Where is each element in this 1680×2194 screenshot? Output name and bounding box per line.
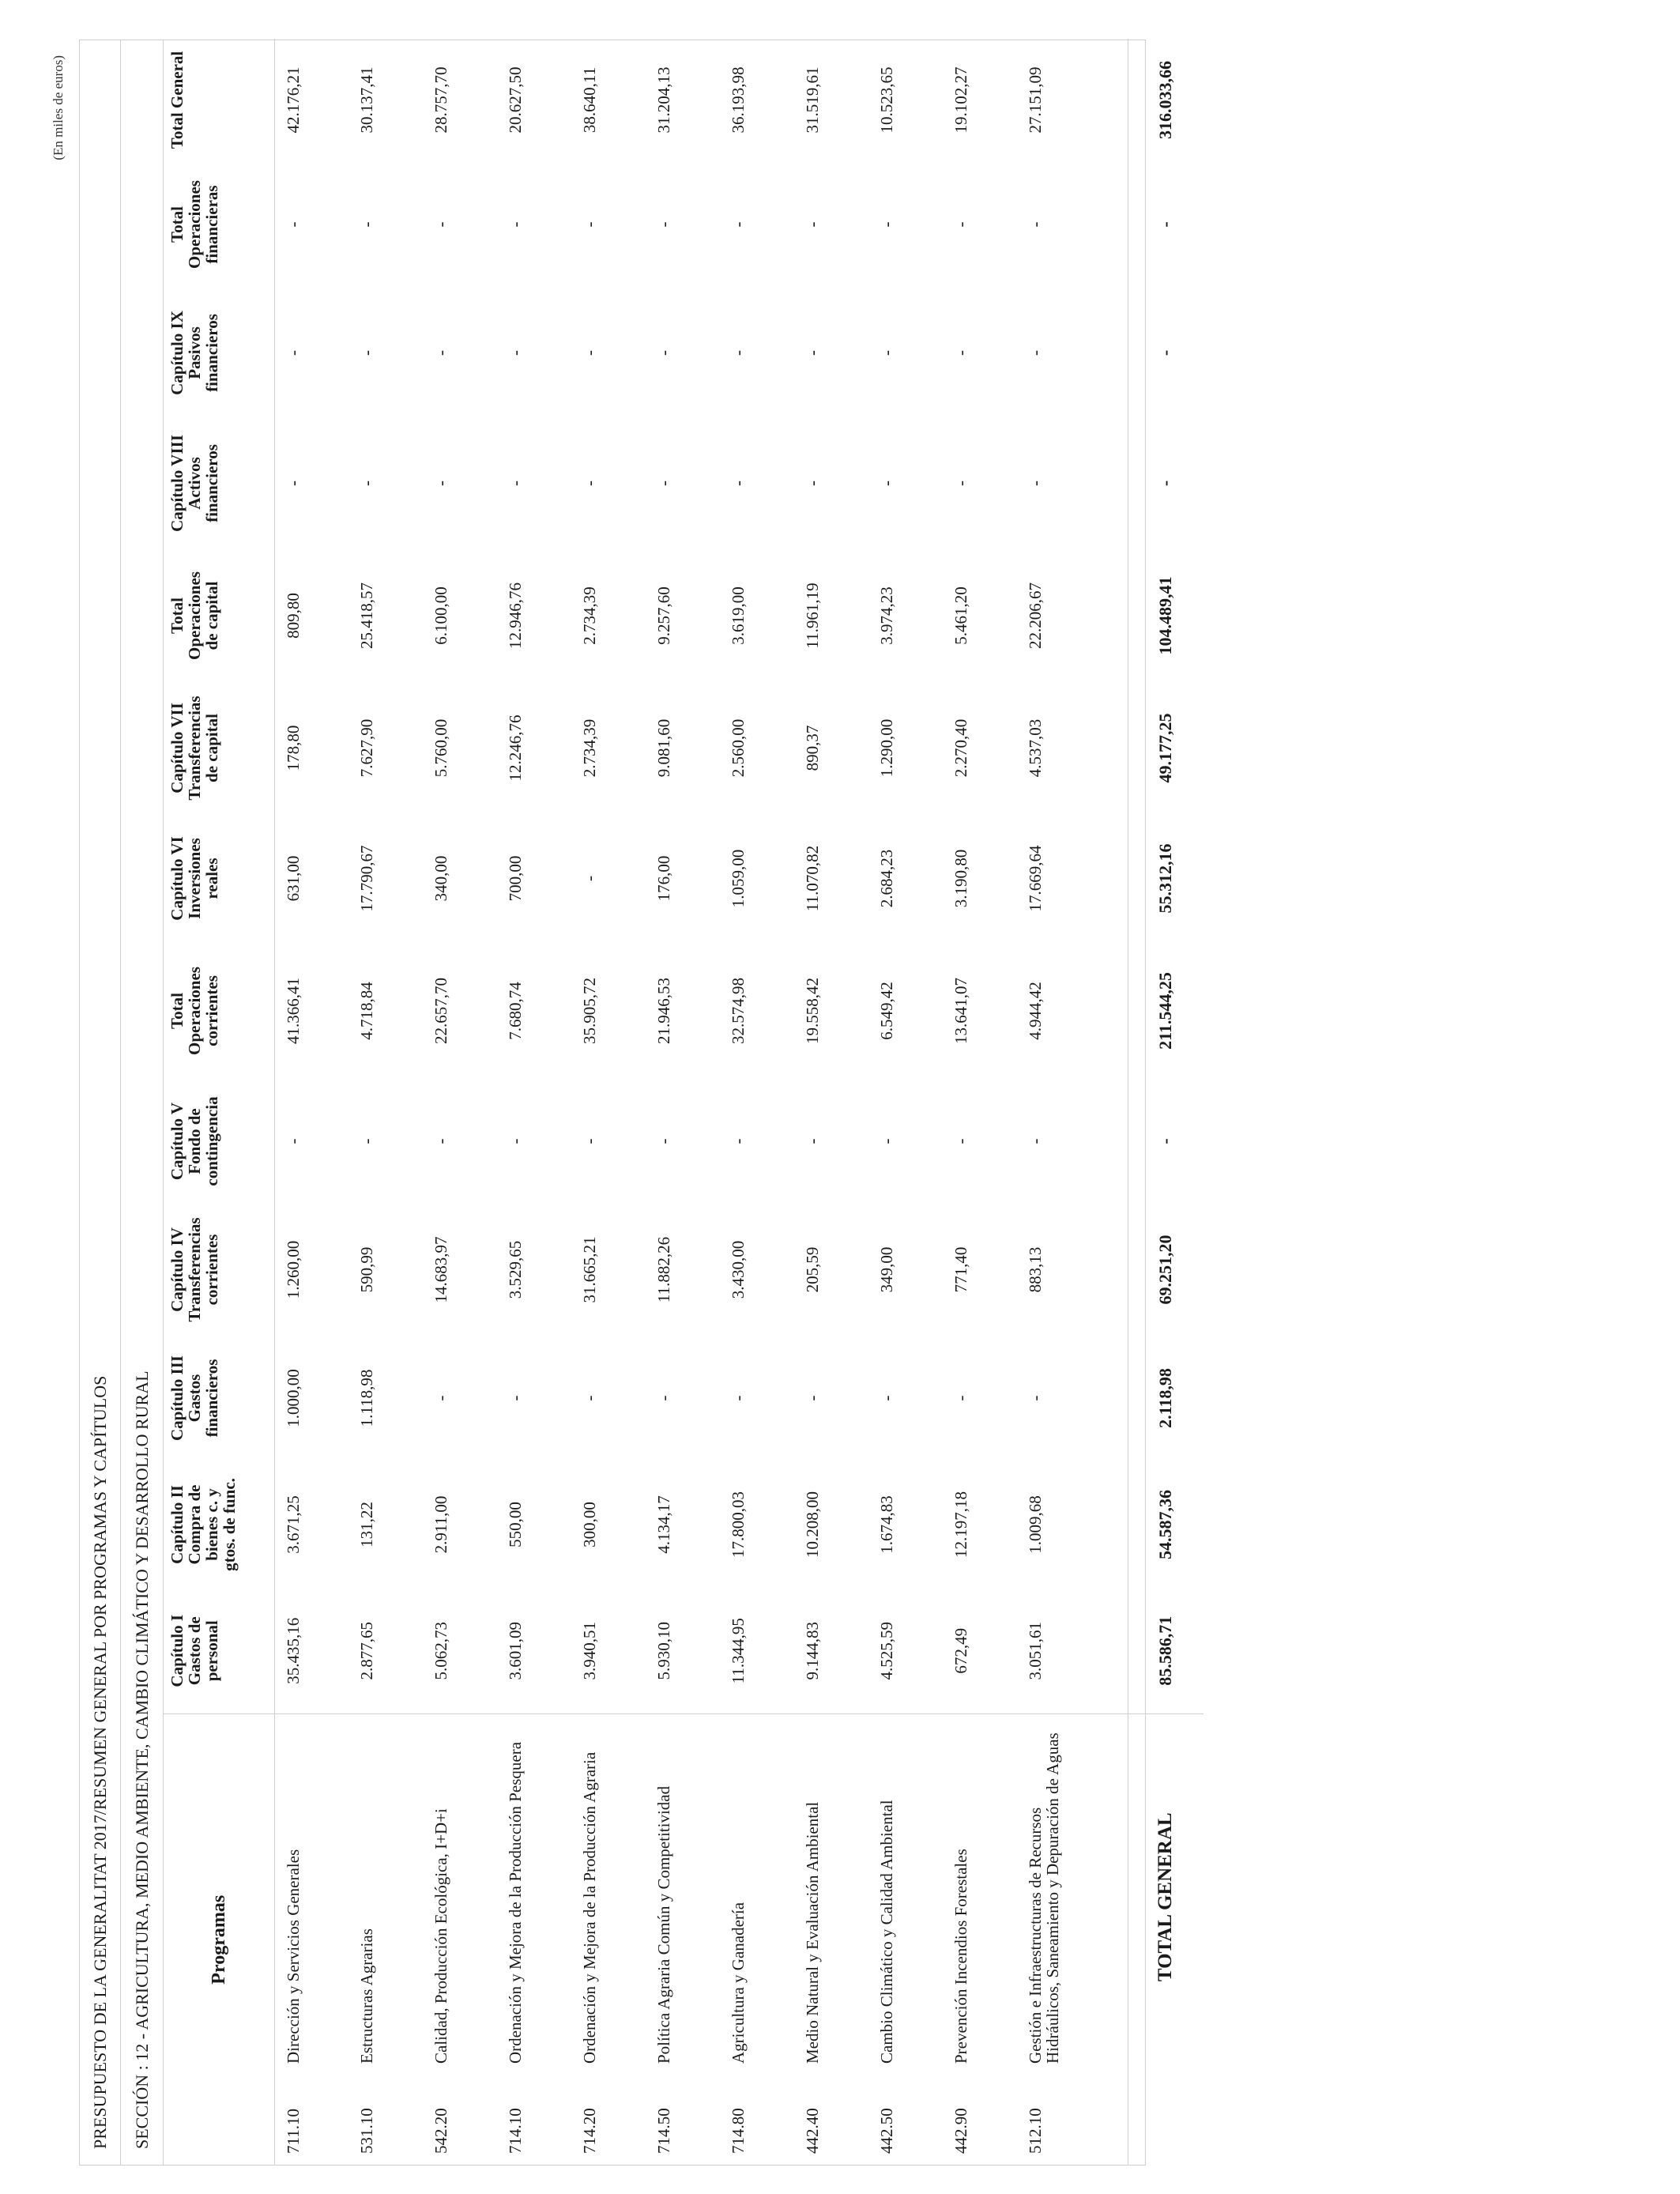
cell-value: -	[729, 350, 748, 356]
cell-value: -	[803, 350, 822, 356]
cell-value: 2.911,00	[431, 1495, 450, 1554]
cell-value: -	[506, 1395, 525, 1401]
cell-value: -	[654, 1138, 673, 1144]
cell-value: 340,00	[431, 855, 450, 902]
cell-value: -	[877, 221, 896, 228]
column-header	[164, 418, 274, 548]
cell-value: 11.961,19	[803, 582, 822, 649]
cell-value: -	[951, 1395, 970, 1401]
cell-value: 131,22	[357, 1502, 376, 1547]
cell-value: 883,13	[1026, 1246, 1045, 1293]
cell-value: -	[1026, 1395, 1045, 1401]
cell-value: -	[1026, 221, 1045, 228]
cell-value: 42.176,21	[283, 66, 303, 134]
column-header	[164, 1335, 274, 1461]
cell-value: 3.671,25	[283, 1495, 303, 1554]
column-header-line: Total	[168, 993, 186, 1029]
program-code: 442.50	[877, 2108, 896, 2154]
cell-value: 771,40	[951, 1246, 970, 1293]
cell-value: 22.657,70	[431, 978, 450, 1044]
cell-value: 2.734,39	[580, 586, 599, 645]
column-header	[164, 813, 274, 944]
cell-value: 2.734,39	[580, 718, 599, 778]
cell-value: -	[729, 221, 748, 228]
program-name: Dirección y Servicios Generales	[274, 1714, 348, 2070]
cell-value: 6.549,42	[877, 982, 896, 1040]
cell-value: -	[580, 221, 599, 228]
cell-value: 11.882,26	[654, 1236, 673, 1303]
column-header	[164, 39, 274, 161]
cell-value: 1.260,00	[283, 1240, 303, 1299]
total-value: 49.177,25	[1128, 683, 1203, 813]
cell-value: 7.680,74	[506, 982, 525, 1040]
table-body	[274, 39, 1203, 2165]
budget-table-wrap	[164, 40, 1203, 2165]
column-header-line: Operaciones	[185, 571, 204, 660]
cell-value: 27.151,09	[1026, 66, 1045, 134]
cell-value: -	[951, 221, 970, 228]
column-header-line: de capital	[202, 581, 221, 650]
cell-value: 31.519,61	[803, 66, 822, 134]
column-header-line: personal	[202, 1620, 221, 1682]
cell-value: 17.800,03	[729, 1491, 748, 1558]
cell-value: 36.193,98	[729, 66, 748, 134]
cell-value: 5.461,20	[951, 586, 970, 645]
total-value: 85.586,71	[1128, 1588, 1203, 1714]
cell-value: 41.366,41	[283, 978, 303, 1044]
cell-value: -	[1026, 350, 1045, 356]
cell-value: -	[580, 1395, 599, 1401]
units-note: (En miles de euros)	[51, 55, 66, 160]
programas-header: Programas	[164, 1714, 274, 2165]
cell-value: 38.640,11	[580, 66, 599, 134]
table-row	[868, 39, 943, 2165]
cell-value: 4.134,17	[654, 1495, 673, 1554]
table-row	[1017, 39, 1128, 2165]
column-header-line: gtos. de func.	[220, 1478, 239, 1571]
cell-value: 1.290,00	[877, 718, 896, 778]
cell-value: 631,00	[283, 855, 303, 902]
column-header-line: Inversiones	[185, 838, 204, 919]
table-row	[423, 39, 497, 2165]
cell-value: 31.665,21	[580, 1236, 599, 1303]
cell-value: 1.059,00	[729, 849, 748, 908]
cell-value: 5.062,73	[431, 1622, 450, 1680]
cell-value: -	[1026, 1138, 1045, 1144]
table-row	[646, 39, 720, 2165]
table-row	[794, 39, 868, 2165]
cell-value: -	[877, 1138, 896, 1144]
program-code: 531.10	[357, 2108, 376, 2154]
column-header	[164, 161, 274, 288]
cell-value: 3.619,00	[729, 586, 748, 645]
program-name: Ordenación y Mejora de la Producción Agraria	[571, 1714, 646, 2070]
column-header-line: Total	[168, 206, 186, 243]
cell-value: -	[283, 1138, 303, 1144]
cell-value: -	[431, 221, 450, 228]
program-name: Estructuras Agrarias	[348, 1714, 423, 2070]
cell-value: -	[951, 1138, 970, 1144]
cell-value: 3.529,65	[506, 1240, 525, 1299]
cell-value: -	[951, 350, 970, 356]
cell-value: 9.257,60	[654, 586, 673, 645]
column-header-line: Total	[168, 598, 186, 634]
column-header-line: Capítulo I	[168, 1614, 186, 1687]
column-header	[164, 1078, 274, 1204]
cell-value: 205,59	[803, 1246, 822, 1293]
column-header-line: Capítulo VII	[168, 703, 186, 794]
column-header	[164, 1461, 274, 1588]
header-row	[164, 39, 274, 2165]
cell-value: 3.430,00	[729, 1240, 748, 1299]
table-row	[571, 39, 646, 2165]
column-header-line: Pasivos	[185, 326, 204, 379]
column-header-line: Capítulo IX	[168, 311, 186, 395]
cell-value: -	[506, 221, 525, 228]
cell-value: -	[803, 1138, 822, 1144]
rotated-page	[38, 40, 1177, 2166]
cell-value: 17.790,67	[357, 845, 376, 912]
cell-value: 25.418,57	[357, 582, 376, 649]
cell-value: 2.684,23	[877, 849, 896, 908]
program-code: 512.10	[1026, 2108, 1045, 2154]
cell-value: -	[803, 481, 822, 486]
cell-value: -	[654, 221, 673, 228]
program-name: Ordenación y Mejora de la Producción Pesquera	[497, 1714, 571, 2070]
cell-value: 1.118,98	[357, 1369, 376, 1427]
column-header-line: Fondo de	[185, 1108, 204, 1174]
column-header-line: Total General	[168, 51, 186, 149]
column-header-line: Transferencias	[185, 1217, 204, 1322]
cell-value: 809,80	[283, 593, 303, 639]
program-name: Prevención Incendios Forestales	[943, 1714, 1017, 2070]
cell-value: 11.070,82	[803, 845, 822, 912]
cell-value: 28.757,70	[431, 66, 450, 134]
cell-value: -	[506, 481, 525, 486]
budget-table	[164, 39, 1203, 2165]
column-header-line: Capítulo VI	[168, 836, 186, 921]
cell-value: -	[431, 481, 450, 486]
cell-value: 3.051,61	[1026, 1622, 1045, 1680]
cell-value: -	[951, 481, 970, 486]
column-header-line: Operaciones	[185, 180, 204, 269]
table-row	[720, 39, 794, 2165]
cell-value: -	[729, 1138, 748, 1144]
cell-value: -	[357, 221, 376, 228]
cell-value: 12.946,76	[506, 582, 525, 649]
column-header-line: reales	[202, 858, 221, 899]
cell-value: 2.270,40	[951, 718, 970, 778]
cell-value: -	[506, 1138, 525, 1144]
program-name: Medio Natural y Evaluación Ambiental	[794, 1714, 868, 2070]
cell-value: 22.206,67	[1026, 582, 1045, 649]
cell-value: -	[431, 350, 450, 356]
cell-value: 4.525,59	[877, 1622, 896, 1680]
cell-value: 3.190,80	[951, 849, 970, 908]
column-header	[164, 1588, 274, 1714]
cell-value: 1.674,83	[877, 1495, 896, 1554]
cell-value: 35.435,16	[283, 1617, 303, 1684]
column-header-line: financieros	[202, 444, 221, 522]
cell-value: -	[357, 1138, 376, 1144]
cell-value: -	[729, 1395, 748, 1401]
column-header	[164, 1204, 274, 1335]
cell-value: -	[357, 481, 376, 486]
program-code: 714.50	[654, 2108, 673, 2154]
column-header-line: Capítulo VIII	[168, 435, 186, 532]
column-header-line: corrientes	[202, 975, 221, 1046]
total-value: 316.033,66	[1128, 39, 1203, 161]
report-title: PRESUPUESTO DE LA GENERALITAT 2017/RESUMEN GENERAL POR PROGRAMAS Y CAPÍTULOS	[80, 40, 121, 2165]
program-name: Política Agraria Común y Competitividad	[646, 1714, 720, 2070]
cell-value: -	[580, 876, 599, 881]
program-code: 711.10	[283, 2109, 303, 2154]
program-code: 542.20	[431, 2108, 450, 2154]
cell-value: 10.523,65	[877, 66, 896, 134]
column-header	[164, 548, 274, 683]
program-name: Gestión e Infraestructuras de Recursos Hidráulicos, Saneamiento y Depuración de Aguas	[1017, 1714, 1128, 2070]
table-header	[164, 39, 274, 2165]
cell-value: -	[357, 350, 376, 356]
total-row	[1128, 39, 1203, 2165]
cell-value: -	[877, 1395, 896, 1401]
total-value: -	[1128, 288, 1203, 418]
program-name: Agricultura y Ganadería	[720, 1714, 794, 2070]
cell-value: 32.574,98	[729, 978, 748, 1044]
cell-value: 176,00	[654, 855, 673, 902]
column-header	[164, 683, 274, 813]
cell-value: -	[1026, 481, 1045, 486]
table-row	[348, 39, 423, 2165]
cell-value: 4.944,42	[1026, 982, 1045, 1040]
column-header-line: financieras	[202, 185, 221, 264]
column-header-line: financieros	[202, 1359, 221, 1438]
cell-value: -	[283, 221, 303, 228]
cell-value: 12.197,18	[951, 1491, 970, 1558]
table-row	[497, 39, 571, 2165]
cell-value: 19.558,42	[803, 978, 822, 1044]
cell-value: 1.009,68	[1026, 1495, 1045, 1554]
cell-value: -	[803, 221, 822, 228]
cell-value: -	[506, 350, 525, 356]
cell-value: 19.102,27	[951, 66, 970, 134]
cell-value: -	[431, 1395, 450, 1401]
cell-value: -	[431, 1138, 450, 1144]
cell-value: -	[654, 1395, 673, 1401]
cell-value: 4.718,84	[357, 982, 376, 1040]
program-code: 442.90	[951, 2108, 970, 2154]
cell-value: 9.081,60	[654, 718, 673, 778]
program-code: 714.10	[506, 2108, 525, 2154]
cell-value: -	[729, 481, 748, 486]
column-header-line: Gastos	[185, 1374, 204, 1423]
cell-value: 349,00	[877, 1246, 896, 1293]
column-header-line: Capítulo IV	[168, 1227, 186, 1312]
program-name: Cambio Climático y Calidad Ambiental	[868, 1714, 943, 2070]
cell-value: 30.137,41	[357, 66, 376, 134]
cell-value: 31.204,13	[654, 66, 673, 134]
cell-value: -	[654, 481, 673, 486]
cell-value: 13.641,07	[951, 978, 970, 1044]
cell-value: 3.940,51	[580, 1622, 599, 1680]
total-value: 69.251,20	[1128, 1204, 1203, 1335]
column-header-line: financieros	[202, 314, 221, 392]
cell-value: 2.877,65	[357, 1622, 376, 1680]
column-header-line: Capítulo III	[168, 1355, 186, 1441]
total-code-blank	[1128, 2070, 1203, 2165]
cell-value: 35.905,72	[580, 978, 599, 1044]
column-header-line: bienes c. y	[202, 1488, 221, 1561]
program-name: Calidad, Producción Ecológica, I+D+i	[423, 1714, 497, 2070]
cell-value: 2.560,00	[729, 718, 748, 778]
column-header-line: Activos	[185, 457, 204, 510]
cell-value: 9.144,83	[803, 1622, 822, 1680]
cell-value: -	[580, 350, 599, 356]
cell-value: 4.537,03	[1026, 718, 1045, 778]
program-code: 714.20	[580, 2108, 599, 2154]
cell-value: 21.946,53	[654, 978, 673, 1044]
total-value: -	[1128, 1078, 1203, 1204]
cell-value: 178,80	[283, 725, 303, 771]
cell-value: 12.246,76	[506, 714, 525, 782]
cell-value: 11.344,95	[729, 1618, 748, 1684]
column-header-line: Transferencias	[185, 696, 204, 801]
column-header-line: contingencia	[202, 1096, 221, 1186]
cell-value: 890,37	[803, 725, 822, 771]
cell-value: 590,99	[357, 1246, 376, 1293]
cell-value: -	[877, 350, 896, 356]
cell-value: 10.208,00	[803, 1491, 822, 1558]
cell-value: -	[580, 481, 599, 486]
cell-value: 3.974,23	[877, 586, 896, 645]
cell-value: 5.930,10	[654, 1622, 673, 1680]
column-header-line: Gastos de	[185, 1616, 204, 1686]
total-value: 54.587,36	[1128, 1461, 1203, 1588]
column-header-line: Capítulo V	[168, 1102, 186, 1181]
column-header-line: corrientes	[202, 1234, 221, 1306]
cell-value: -	[877, 481, 896, 486]
column-header	[164, 944, 274, 1078]
column-header-line: Capítulo II	[168, 1485, 186, 1564]
cell-value: 1.000,00	[283, 1369, 303, 1427]
table-row	[274, 39, 348, 2165]
cell-value: 3.601,09	[506, 1622, 525, 1680]
total-label: TOTAL GENERAL	[1128, 1714, 1203, 2070]
cell-value: 300,00	[580, 1502, 599, 1547]
cell-value: -	[580, 1138, 599, 1144]
section-title: SECCIÓN : 12 - AGRICULTURA, MEDIO AMBIENTE, CAMBIO CLIMÁTICO Y DESARROLLO RURAL	[121, 40, 164, 2165]
total-value: -	[1128, 418, 1203, 548]
column-header-line: Compra de	[185, 1484, 204, 1565]
cell-value: -	[283, 481, 303, 486]
cell-value: 700,00	[506, 855, 525, 902]
cell-value: -	[654, 350, 673, 356]
report-frame	[79, 40, 1177, 2166]
cell-value: -	[803, 1395, 822, 1401]
cell-value: 550,00	[506, 1502, 525, 1547]
total-value: 2.118,98	[1128, 1335, 1203, 1461]
total-value: 211.544,25	[1128, 944, 1203, 1078]
column-header-line: de capital	[202, 714, 221, 782]
total-value: -	[1128, 161, 1203, 288]
program-code: 442.40	[803, 2108, 822, 2154]
column-header	[164, 288, 274, 418]
total-value: 104.489,41	[1128, 548, 1203, 683]
cell-value: 6.100,00	[431, 586, 450, 645]
cell-value: 7.627,90	[357, 718, 376, 778]
cell-value: 17.669,64	[1026, 845, 1045, 912]
cell-value: 672,49	[951, 1627, 970, 1674]
cell-value: 20.627,50	[506, 66, 525, 134]
cell-value: -	[283, 350, 303, 356]
program-code: 714.80	[729, 2108, 748, 2154]
column-header-line: Operaciones	[185, 967, 204, 1055]
cell-value: 5.760,00	[431, 718, 450, 778]
total-value: 55.312,16	[1128, 813, 1203, 944]
cell-value: 14.683,97	[431, 1236, 450, 1303]
table-row	[943, 39, 1017, 2165]
